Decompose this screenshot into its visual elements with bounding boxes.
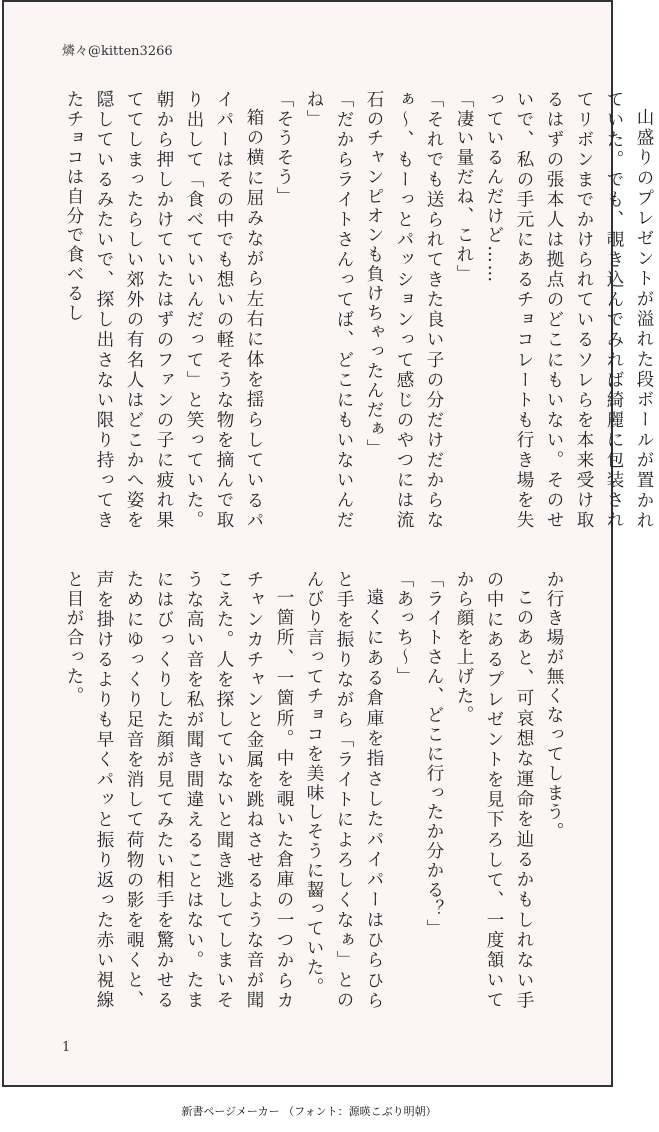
- paragraph: 山盛りのプレゼントが溢れた段ボールが置かれていた。でも、覗き込んでみれば綺麗に包装されてリボンまでかけられているソレらを本来受け取るはずの張本人は拠点のどこにもいない。そのせいで、私の手元にあるチョコレートも行き場を失っているんだけど……: [484, 90, 654, 530]
- paragraph: 「それでも送られてきた良い子の分だけだからなぁ～、もーっとパッションって感じのやつには流石のチャンピオンも負けちゃったんだぁ」: [364, 90, 444, 530]
- paragraph: 「そうそう」: [274, 90, 294, 207]
- paragraph: 箱の横に屈みながら左右に体を揺らしているパイパーはその中でも想いの軽そうな物を摘んで取り出して「食べていいんだって」と笑っていた。朝から押しかけていたはずのファンの子に疲れ果ててしまったらしい郊外の有名人はどこかへ姿を隠しているみたいで、探し出さない限り持ってきたチョコは自分で食べるし: [64, 90, 264, 530]
- paragraph: か行き場が無くなってしまう。: [544, 570, 564, 842]
- author-handle: 燐々@kitten3266: [62, 44, 173, 59]
- paragraph: 「だからライトさんってば、どこにもいないんだね」: [304, 90, 354, 530]
- lower-text-block: [59, 570, 564, 1010]
- page-number: 1: [62, 1040, 71, 1055]
- book-page: [2, 0, 654, 1087]
- paragraph: 「あっち～」: [394, 570, 414, 687]
- footer-credit: 新書ページメーカー （フォント：源暎こぶり明朝）: [181, 1105, 437, 1118]
- paragraph: 「ライトさん、どこに行ったか分かる？」: [424, 570, 444, 939]
- upper-text-block: [59, 90, 654, 530]
- paragraph: 「凄い量だね、これ」: [454, 90, 474, 284]
- paragraph: 遠くにある倉庫を指さしたパイパーはひらひらと手を振りながら「ライトによろしくなぁ」とのんびり言ってチョコを美味しそうに齧っていた。: [304, 570, 384, 1010]
- paragraph: 一箇所、一箇所。中を覗いた倉庫の一つからカチャンカチャンと金属を跳ねさせるような音が聞こえた。人を探していないと聞き逃してしまいそうな高い音を私が聞き間違えることはない。たまにはびっくりした顔が見てみたい相手を驚かせるためにゆっくり足音を消して荷物の影を覗くと、声を掛けるよりも早くパッと振り返った赤い視線と目が合った。: [64, 570, 294, 1010]
- lower-text-column: [59, 570, 569, 1010]
- upper-text-column: [59, 90, 659, 530]
- paragraph: このあと、可哀想な運命を辿るかもしれない手の中にあるプレゼントを見下ろして、一度頷いてから顔を上げた。: [454, 570, 534, 1010]
